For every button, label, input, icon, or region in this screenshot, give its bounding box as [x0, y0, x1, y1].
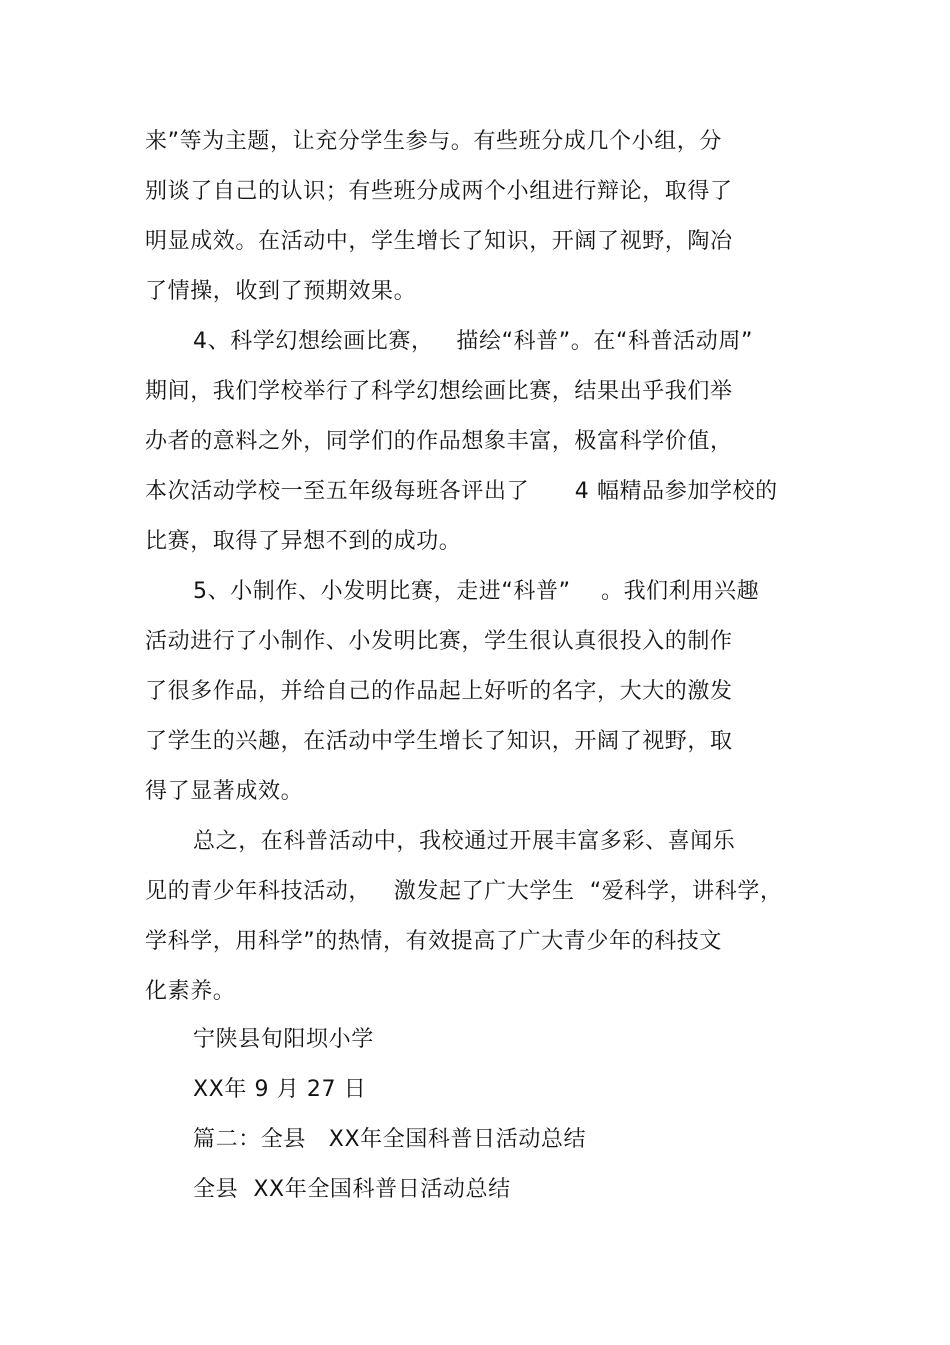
text-line-14: 得了显著成效。 [145, 779, 304, 804]
text-line-12: 了很多作品，并给自己的作品起上好听的名字，大大的激发 [145, 679, 733, 704]
text-line-16: 见的青少年科技活动， 激发起了广大学生 “爱科学，讲科学， [145, 879, 783, 904]
text-line-8: 本次活动学校一至五年级每班各评出了 4 幅精品参加学校的 [145, 479, 778, 504]
text-line-2: 别谈了自己的认识；有些班分成两个小组进行辩论，取得了 [145, 179, 733, 204]
text-line-4: 了情操，收到了预期效果。 [145, 279, 417, 304]
signature-school: 宁陕县旬阳坝小学 [193, 1027, 374, 1052]
text-line-15: 总之，在科普活动中，我校通过开展丰富多彩、喜闻乐 [193, 829, 736, 854]
text-line-17: 学科学，用科学”的热情，有效提高了广大青少年的科技文 [145, 929, 722, 954]
text-line-6: 期间，我们学校举行了科学幻想绘画比赛，结果出乎我们举 [145, 379, 733, 404]
text-line-11: 活动进行了小制作、小发明比赛，学生很认真很投入的制作 [145, 629, 733, 654]
document-title: 全县 XX年全国科普日活动总结 [193, 1177, 511, 1202]
section-heading: 篇二：全县 XX年全国科普日活动总结 [193, 1127, 587, 1152]
text-line-13: 了学生的兴趣，在活动中学生增长了知识，开阔了视野，取 [145, 729, 733, 754]
text-line-5: 4、科学幻想绘画比赛， 描绘“科普”。在“科普活动周” [193, 329, 753, 354]
text-line-18: 化素养。 [145, 979, 236, 1004]
text-line-9: 比赛，取得了异想不到的成功。 [145, 529, 462, 554]
text-line-7: 办者的意料之外，同学们的作品想象丰富，极富科学价值， [145, 429, 733, 454]
text-line-10: 5、小制作、小发明比赛，走进“科普” 。我们利用兴趣 [193, 579, 760, 604]
text-line-3: 明显成效。在活动中，学生增长了知识，开阔了视野，陶冶 [145, 229, 733, 254]
signature-date: XX年 9 月 27 日 [193, 1077, 367, 1102]
text-line-1: 来”等为主题，让充分学生参与。有些班分成几个小组，分 [145, 129, 722, 154]
